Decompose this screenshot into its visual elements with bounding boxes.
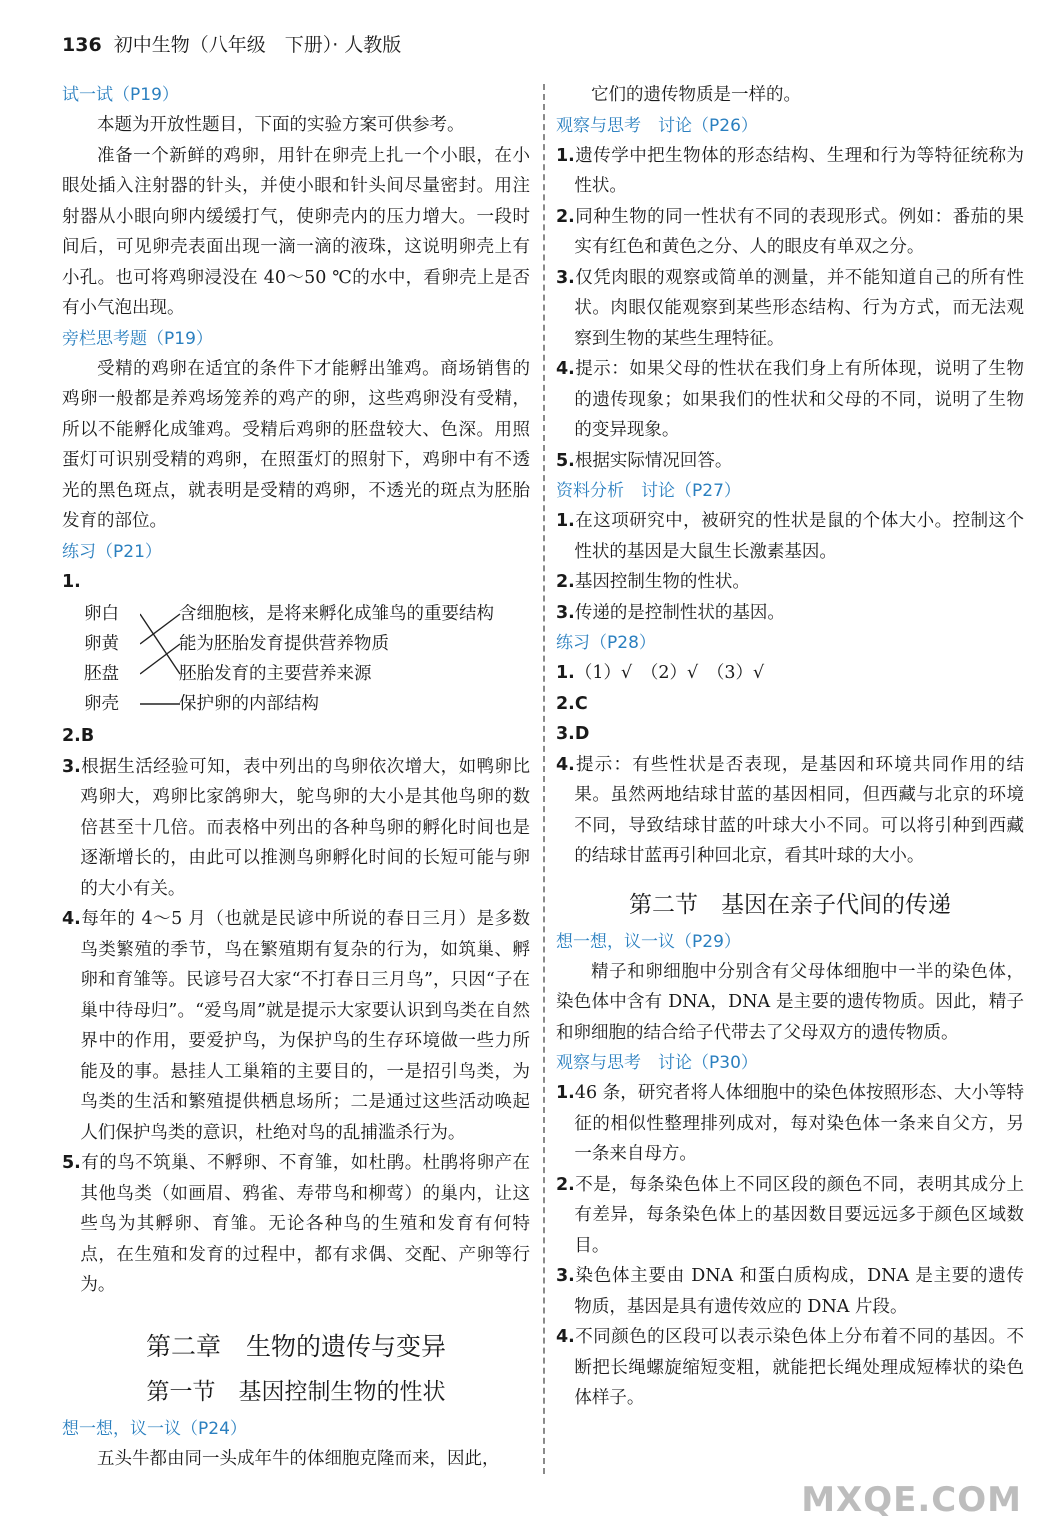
watermark-logo: MXQE.COM [801,1480,1022,1520]
answer-item: 1.遗传学中把生物体的形态结构、生理和行为等特征统称为性状。 [556,145,1024,196]
section-title: 试一试（P19） [62,85,179,105]
matching-diagram [84,599,530,719]
paragraph: 受精的鸡卵在适宜的条件下才能孵出雏鸡。商场销售的鸡卵一般都是养鸡场笼养的鸡产的卵，这些鸡卵没有受精，所以不能孵化成雏鸡。受精后鸡卵的胚盘较大、色深。用照蛋灯可识别受精的鸡卵，在照蛋灯的照射下，鸡卵中有不透光的黑色斑点，就表明是受精的鸡卵，不透光的斑点为胚胎发育的部位。 [62,358,530,531]
match-left-item: 卵黄 [84,634,119,654]
section-title: 资料分析 讨论（P27） [556,481,741,501]
answer-item: 2.基因控制生物的性状。 [556,572,750,592]
match-right-item: 能为胚胎发育提供营养物质 [179,634,389,654]
section-heading: 第一节 基因控制生物的性状 [146,1378,446,1405]
answer-item: 1.在这项研究中，被研究的性状是鼠的个体大小。控制这个性状的基因是大鼠生长激素基因。 [556,511,1024,562]
paragraph: 本题为开放性题目，下面的实验方案可供参考。 [97,115,465,135]
left-column [62,80,530,1474]
answer-item: 1.（1）√ （2）√ （3）√ [556,663,765,683]
paragraph: 它们的遗传物质是一样的。 [591,85,801,105]
match-right-item: 保护卵的内部结构 [179,694,319,714]
answer-item: 4.提示：有些性状是否表现，是基因和环境共同作用的结果。虽然两地结球甘蓝的基因相同，但西藏与北京的环境不同，导致结球甘蓝的叶球大小不同。可以将引种到西藏的结球甘蓝再引种回北京，看其叶球的大小。 [556,754,1024,866]
section-title: 旁栏思考题（P19） [62,328,213,349]
chapter-title: 第二章 生物的遗传与变异 [145,1331,446,1361]
answer-item: 1.46 条，研究者将人体细胞中的染色体按照形态、大小等特征的相似性整理排列成对，每对染色体一条来自父方，另一条来自母方。 [556,1083,1024,1164]
match-right-item: 含细胞核，是将来孵化成雏鸟的重要结构 [179,604,494,624]
column-divider [543,84,545,1474]
section-title: 观察与思考 讨论（P26） [556,115,758,136]
answer-item: 2.C [556,693,588,714]
section-title: 观察与思考 讨论（P30） [556,1053,758,1073]
question-item: 3.根据生活经验可知，表中列出的鸟卵依次增大，如鸭卵比鸡卵大，鸡卵比家鸽卵大，鸵鸟卵的大小是其他鸟卵的数倍甚至十几倍。而表格中列出的各种鸟卵的孵化时间也是逐渐增长的，由此可以推测鸟卵孵化时间的长短可能与卵的大小有关。 [62,756,530,899]
answer-item: 3.染色体主要由 DNA 和蛋白质构成，DNA 是主要的遗传物质，基因是具有遗传效应的 DNA 片段。 [556,1266,1024,1317]
question-item: 4.每年的 4～5 月（也就是民谚中所说的春日三月）是多数鸟类繁殖的季节，鸟在繁殖期有复杂的行为，如筑巢、孵卵和育雏等。民谚号召大家“不打春日三月鸟”，只因“子在巢中待母归”。“爱鸟周”就是提示大家要认识到鸟类在自然界中的作用，要爱护鸟，为保护鸟的生存环境做一些力所能及的事。悬挂人工巢箱的主要目的，一是招引鸟类，为鸟类的生活和繁殖提供栖息场所；二是通过这些活动唤起人们保护鸟类的意识，杜绝对鸟的乱捕滥杀行为。 [62,909,530,1143]
answer-item: 2.同种生物的同一性状有不同的表现形式。例如：番茄的果实有红色和黄色之分、人的眼皮有单双之分。 [556,206,1024,257]
paragraph: 精子和卵细胞中分别含有父母体细胞中一半的染色体，染色体中含有 DNA，DNA 是主要的遗传物质。因此，精子和卵细胞的结合给子代带去了父母双方的遗传物质。 [556,961,1024,1043]
book-title: 初中生物（八年级 下册）· 人教版 [113,34,402,56]
question-item: 5.有的鸟不筑巢、不孵卵、不育雏，如杜鹃。杜鹃将卵产在其他鸟类（如画眉、鸦雀、寿带鸟和柳莺）的巢内，让这些鸟为其孵卵、育雏。无论各种鸟的生殖和发育有何特点，在生殖和发育的过程中，都有求偶、交配、产卵等行为。 [62,1153,530,1295]
right-column [556,80,1024,1414]
section-title: 练习（P21） [62,541,162,562]
answer-item: 3.仅凭肉眼的观察或简单的测量，并不能知道自己的所有性状。肉眼仅能观察到某些形态结构、行为方式，而无法观察到生物的某些生理特征。 [556,267,1024,349]
paragraph: 准备一个新鲜的鸡卵，用针在卵壳上扎一个小眼，在小眼处插入注射器的针头，并使小眼和针头间尽量密封。用注射器从小眼向卵内缓缓打气，使卵壳内的压力增大。一段时间后，可见卵壳表面出现一滴一滴的液珠，这说明卵壳上有小孔。也可将鸡卵浸没在 40～50 ℃的水中，看卵壳上是否有小气泡出现。 [62,145,530,318]
answer-item: 2.不是，每条染色体上不同区段的颜色不同，表明其成分上有差异，每条染色体上的基因数目要远远多于颜色区域数目。 [556,1174,1024,1256]
matching-lines [140,599,182,719]
section-heading: 第二节 基因在亲子代间的传递 [629,891,951,918]
paragraph: 五头牛都由同一头成年牛的体细胞克隆而来，因此， [97,1448,500,1469]
match-left-item: 卵壳 [84,694,119,714]
answer-item: 4.提示：如果父母的性状在我们身上有所体现，说明了生物的遗传现象；如果我们的性状和父母的不同，说明了生物的变异现象。 [556,359,1024,440]
match-left-item: 卵白 [84,604,119,624]
answer-item: 5.根据实际情况回答。 [556,450,733,471]
answer-item: 3.传递的是控制性状的基因。 [556,602,785,623]
match-left-item: 胚盘 [84,664,119,684]
answer-item: 3.D [556,724,590,744]
question-item: 2.B [62,726,95,746]
section-title: 想一想，议一议（P24） [62,1418,247,1439]
section-title: 想一想，议一议（P29） [556,931,741,952]
question-item: 1. [62,571,81,592]
page-header [62,30,401,57]
match-right-item: 胚胎发育的主要营养来源 [179,664,372,684]
answer-item: 4.不同颜色的区段可以表示染色体上分布着不同的基因。不断把长绳螺旋缩短变粗，就能把长绳处理成短棒状的染色体样子。 [556,1327,1024,1408]
page-number: 136 [62,34,102,56]
section-title: 练习（P28） [556,633,656,653]
